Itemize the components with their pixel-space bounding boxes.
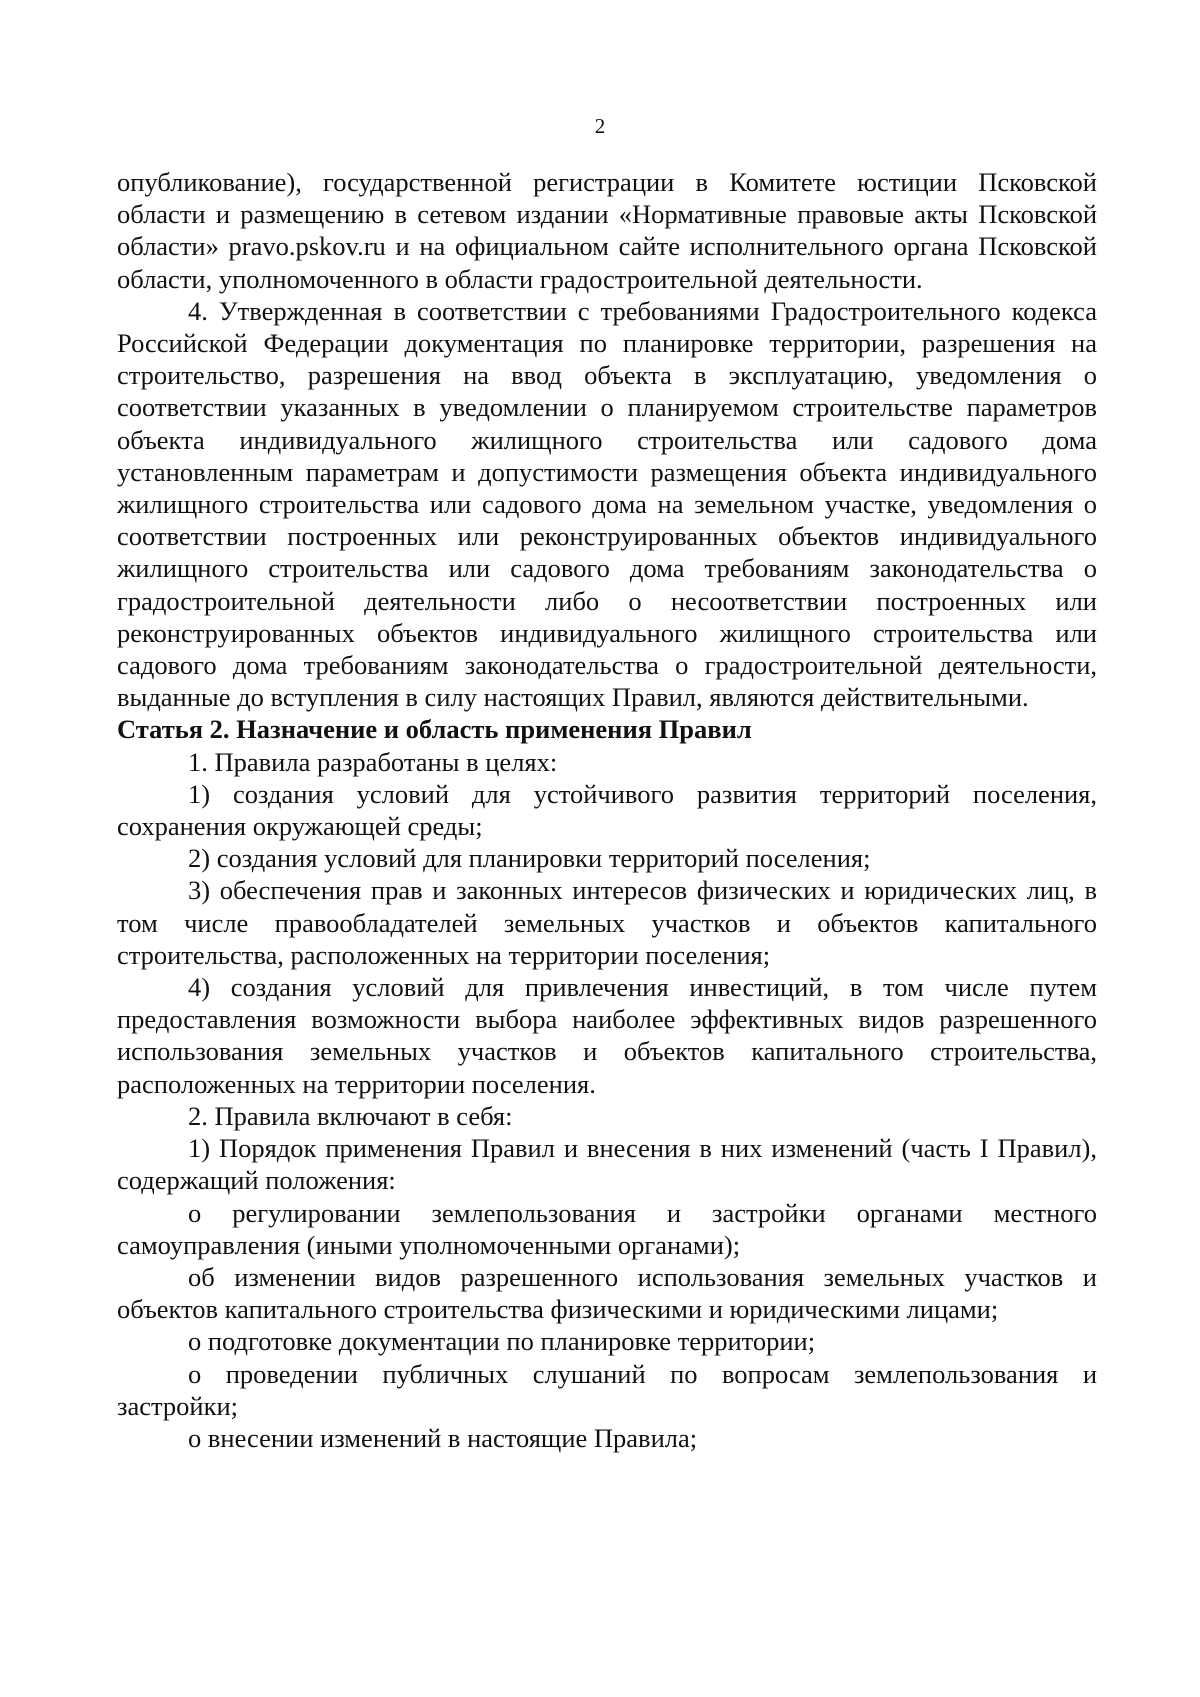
article-paragraph: 1) создания условий для устойчивого развития территорий поселения, сохранения окружающей среды; <box>117 778 1097 842</box>
article-2-title: Статья 2. Назначение и область применения Правил <box>117 714 752 745</box>
article-paragraph: об изменении видов разрешенного использования земельных участков и объектов капитального строительства физическими и юридическими лицами; <box>117 1261 1097 1325</box>
article-paragraph: 1. Правила разработаны в целях: <box>188 746 558 777</box>
article-paragraph: 1) Порядок применения Правил и внесения в них изменений (часть I Правил), содержащий положения: <box>117 1133 1097 1196</box>
page-number: 2 <box>594 114 606 138</box>
document-body <box>117 166 1097 1454</box>
article-paragraph: 3) обеспечения прав и законных интересов физических и юридических лиц, в том числе правообладателей земельных участков и объектов капитального строительства, расположенных на территории поселения; <box>117 875 1097 970</box>
article-paragraph: 2. Правила включают в себя: <box>188 1100 513 1131</box>
article-paragraph: о регулировании землепользования и застройки органами местного самоуправления (иными уполномоченными органами); <box>117 1197 1097 1260</box>
paragraph-item-4: 4. Утвержденная в соответствии с требованиями Градостроительного кодекса Российской Федерации документация по планировке территории, разрешения на строительство, разрешения на ввод объекта в эксплуатацию, уведомления о соответствии указанных в уведомлении о планируемом строительстве параметров объекта индивидуального жилищного строительства или садового дома установленным параметрам и допустимости размещения объекта индивидуального жилищного строительства или садового дома на земельном участке, уведомления о соответствии построенных или реконструированных объектов индивидуального жилищного строительства или садового дома требованиям законодательства о градостроительной деятельности либо о несоответствии построенных или реконструированных объектов индивидуального жилищного строительства или садового дома требованиям законодательства о градостроительной деятельности, выданные до вступления в силу настоящих Правил, являются действительными. <box>117 295 1097 713</box>
article-paragraph: 4) создания условий для привлечения инвестиций, в том числе путем предоставления возможности выбора наиболее эффективных видов разрешенного использования земельных участков и объектов капитального строительства, расположенных на территории поселения. <box>117 972 1097 1099</box>
article-paragraph: о внесении изменений в настоящие Правила; <box>188 1422 698 1453</box>
paragraph-continued: опубликование), государственной регистрации в Комитете юстиции Псковской области и размещению в сетевом издании «Нормативные правовые акты Псковской области» pravo.pskov.ru и на официальном сайте исполнительного органа Псковской области, уполномоченного в области градостроительной деятельности. <box>117 167 1097 294</box>
article-paragraph: о подготовке документации по планировке территории; <box>188 1326 816 1357</box>
article-paragraph: 2) создания условий для планировки территорий поселения; <box>188 843 871 874</box>
article-paragraph: о проведении публичных слушаний по вопросам землепользования и застройки; <box>117 1358 1097 1421</box>
